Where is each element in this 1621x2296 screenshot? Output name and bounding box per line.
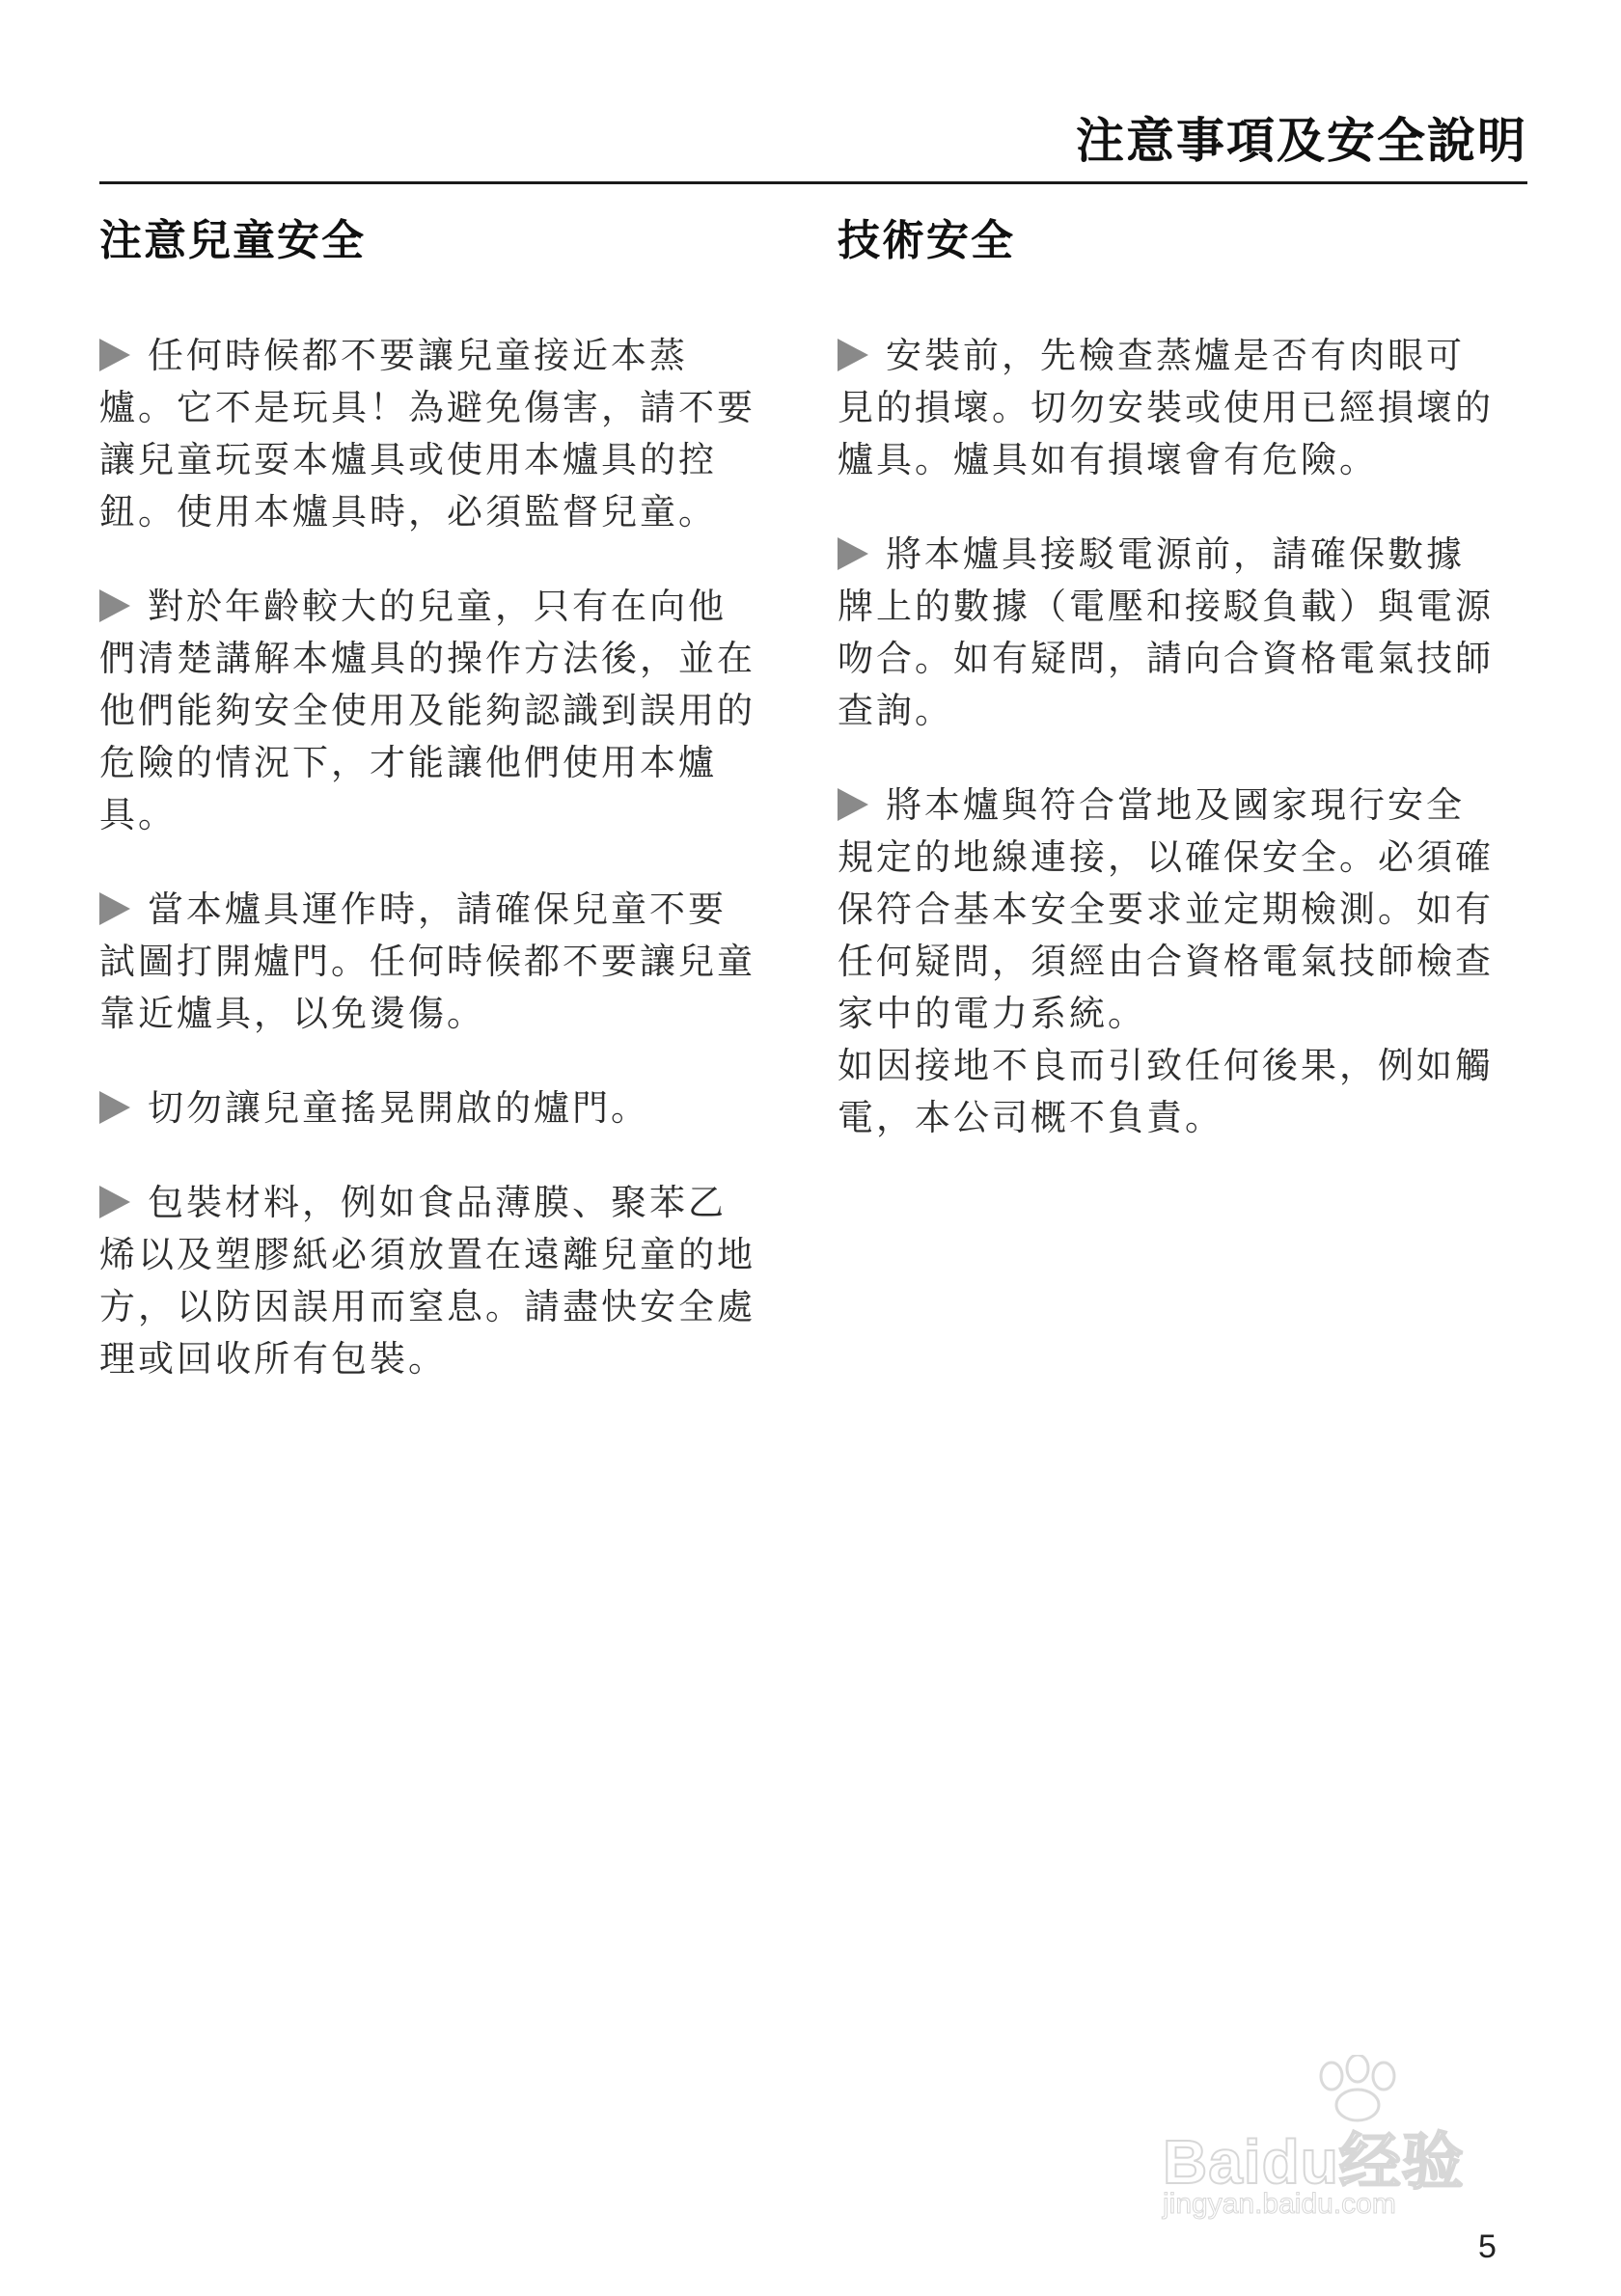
section-title-child-safety: 注意兒童安全 — [99, 216, 366, 265]
triangle-bullet-icon — [99, 1186, 130, 1218]
paragraph-text: 將本爐與符合當地及國家現行安全規定的地線連接，以確保安全。必須確保符合基本安全要求並定期檢測。如有任何疑問，須經由合資格電氣技師檢查家中的電力系統。 — [838, 784, 1494, 1034]
paragraph-text: 切勿讓兒童搖晃開啟的爐門。 — [148, 1087, 649, 1129]
liability-note: 如因接地不良而引致任何後果，例如觸電，本公司概不負責。 — [838, 1045, 1494, 1138]
triangle-bullet-icon — [99, 339, 130, 371]
triangle-bullet-icon — [99, 1091, 130, 1124]
paragraph-text: 對於年齡較大的兒童，只有在向他們清楚講解本爐具的操作方法後，並在他們能夠安全使用及能夠認識到誤用的危險的情況下，才能讓他們使用本爐具。 — [99, 586, 756, 835]
left-column — [99, 212, 760, 1428]
triangle-bullet-icon — [838, 537, 868, 570]
section-title-technical-safety: 技術安全 — [838, 216, 1015, 265]
baidu-watermark — [1153, 2055, 1539, 2219]
safety-paragraph — [838, 330, 1498, 486]
paragraph-text: 當本爐具運作時，請確保兒童不要試圖打開爐門。任何時候都不要讓兒童靠近爐具，以免燙傷。 — [99, 888, 756, 1034]
safety-paragraph — [838, 529, 1498, 737]
safety-paragraph — [99, 330, 760, 538]
right-column — [838, 212, 1498, 1144]
safety-paragraph — [99, 581, 760, 841]
watermark-logo-text: Baidu经验 — [1163, 2127, 1465, 2197]
paragraph-text: 安裝前，先檢查蒸爐是否有肉眼可見的損壞。切勿安裝或使用已經損壞的爐具。爐具如有損壞會有危險。 — [838, 335, 1494, 480]
triangle-bullet-icon — [99, 892, 130, 925]
safety-paragraph — [99, 1082, 760, 1134]
triangle-bullet-icon — [838, 788, 868, 821]
page-header — [99, 96, 1527, 184]
header-title: 注意事項及安全說明 — [1076, 113, 1527, 169]
triangle-bullet-icon — [838, 339, 868, 371]
triangle-bullet-icon — [99, 589, 130, 622]
paragraph-text: 包裝材料，例如食品薄膜、聚苯乙烯以及塑膠紙必須放置在遠離兒童的地方，以防因誤用而窒息。請盡快安全處理或回收所有包裝。 — [99, 1182, 756, 1380]
safety-paragraph — [99, 1177, 760, 1385]
paragraph-text: 任何時候都不要讓兒童接近本蒸爐。它不是玩具！為避免傷害，請不要讓兒童玩耍本爐具或使用本爐具的控鈕。使用本爐具時，必須監督兒童。 — [99, 335, 756, 533]
safety-paragraph — [99, 884, 760, 1040]
safety-paragraph — [838, 779, 1498, 1040]
watermark-url: jingyan.baidu.com — [1163, 2188, 1396, 2220]
page-number: 5 — [1478, 2228, 1497, 2265]
paragraph-text: 將本爐具接駁電源前，請確保數據牌上的數據（電壓和接駁負載）與電源吻合。如有疑問，請向合資格電氣技師查詢。 — [838, 533, 1494, 731]
